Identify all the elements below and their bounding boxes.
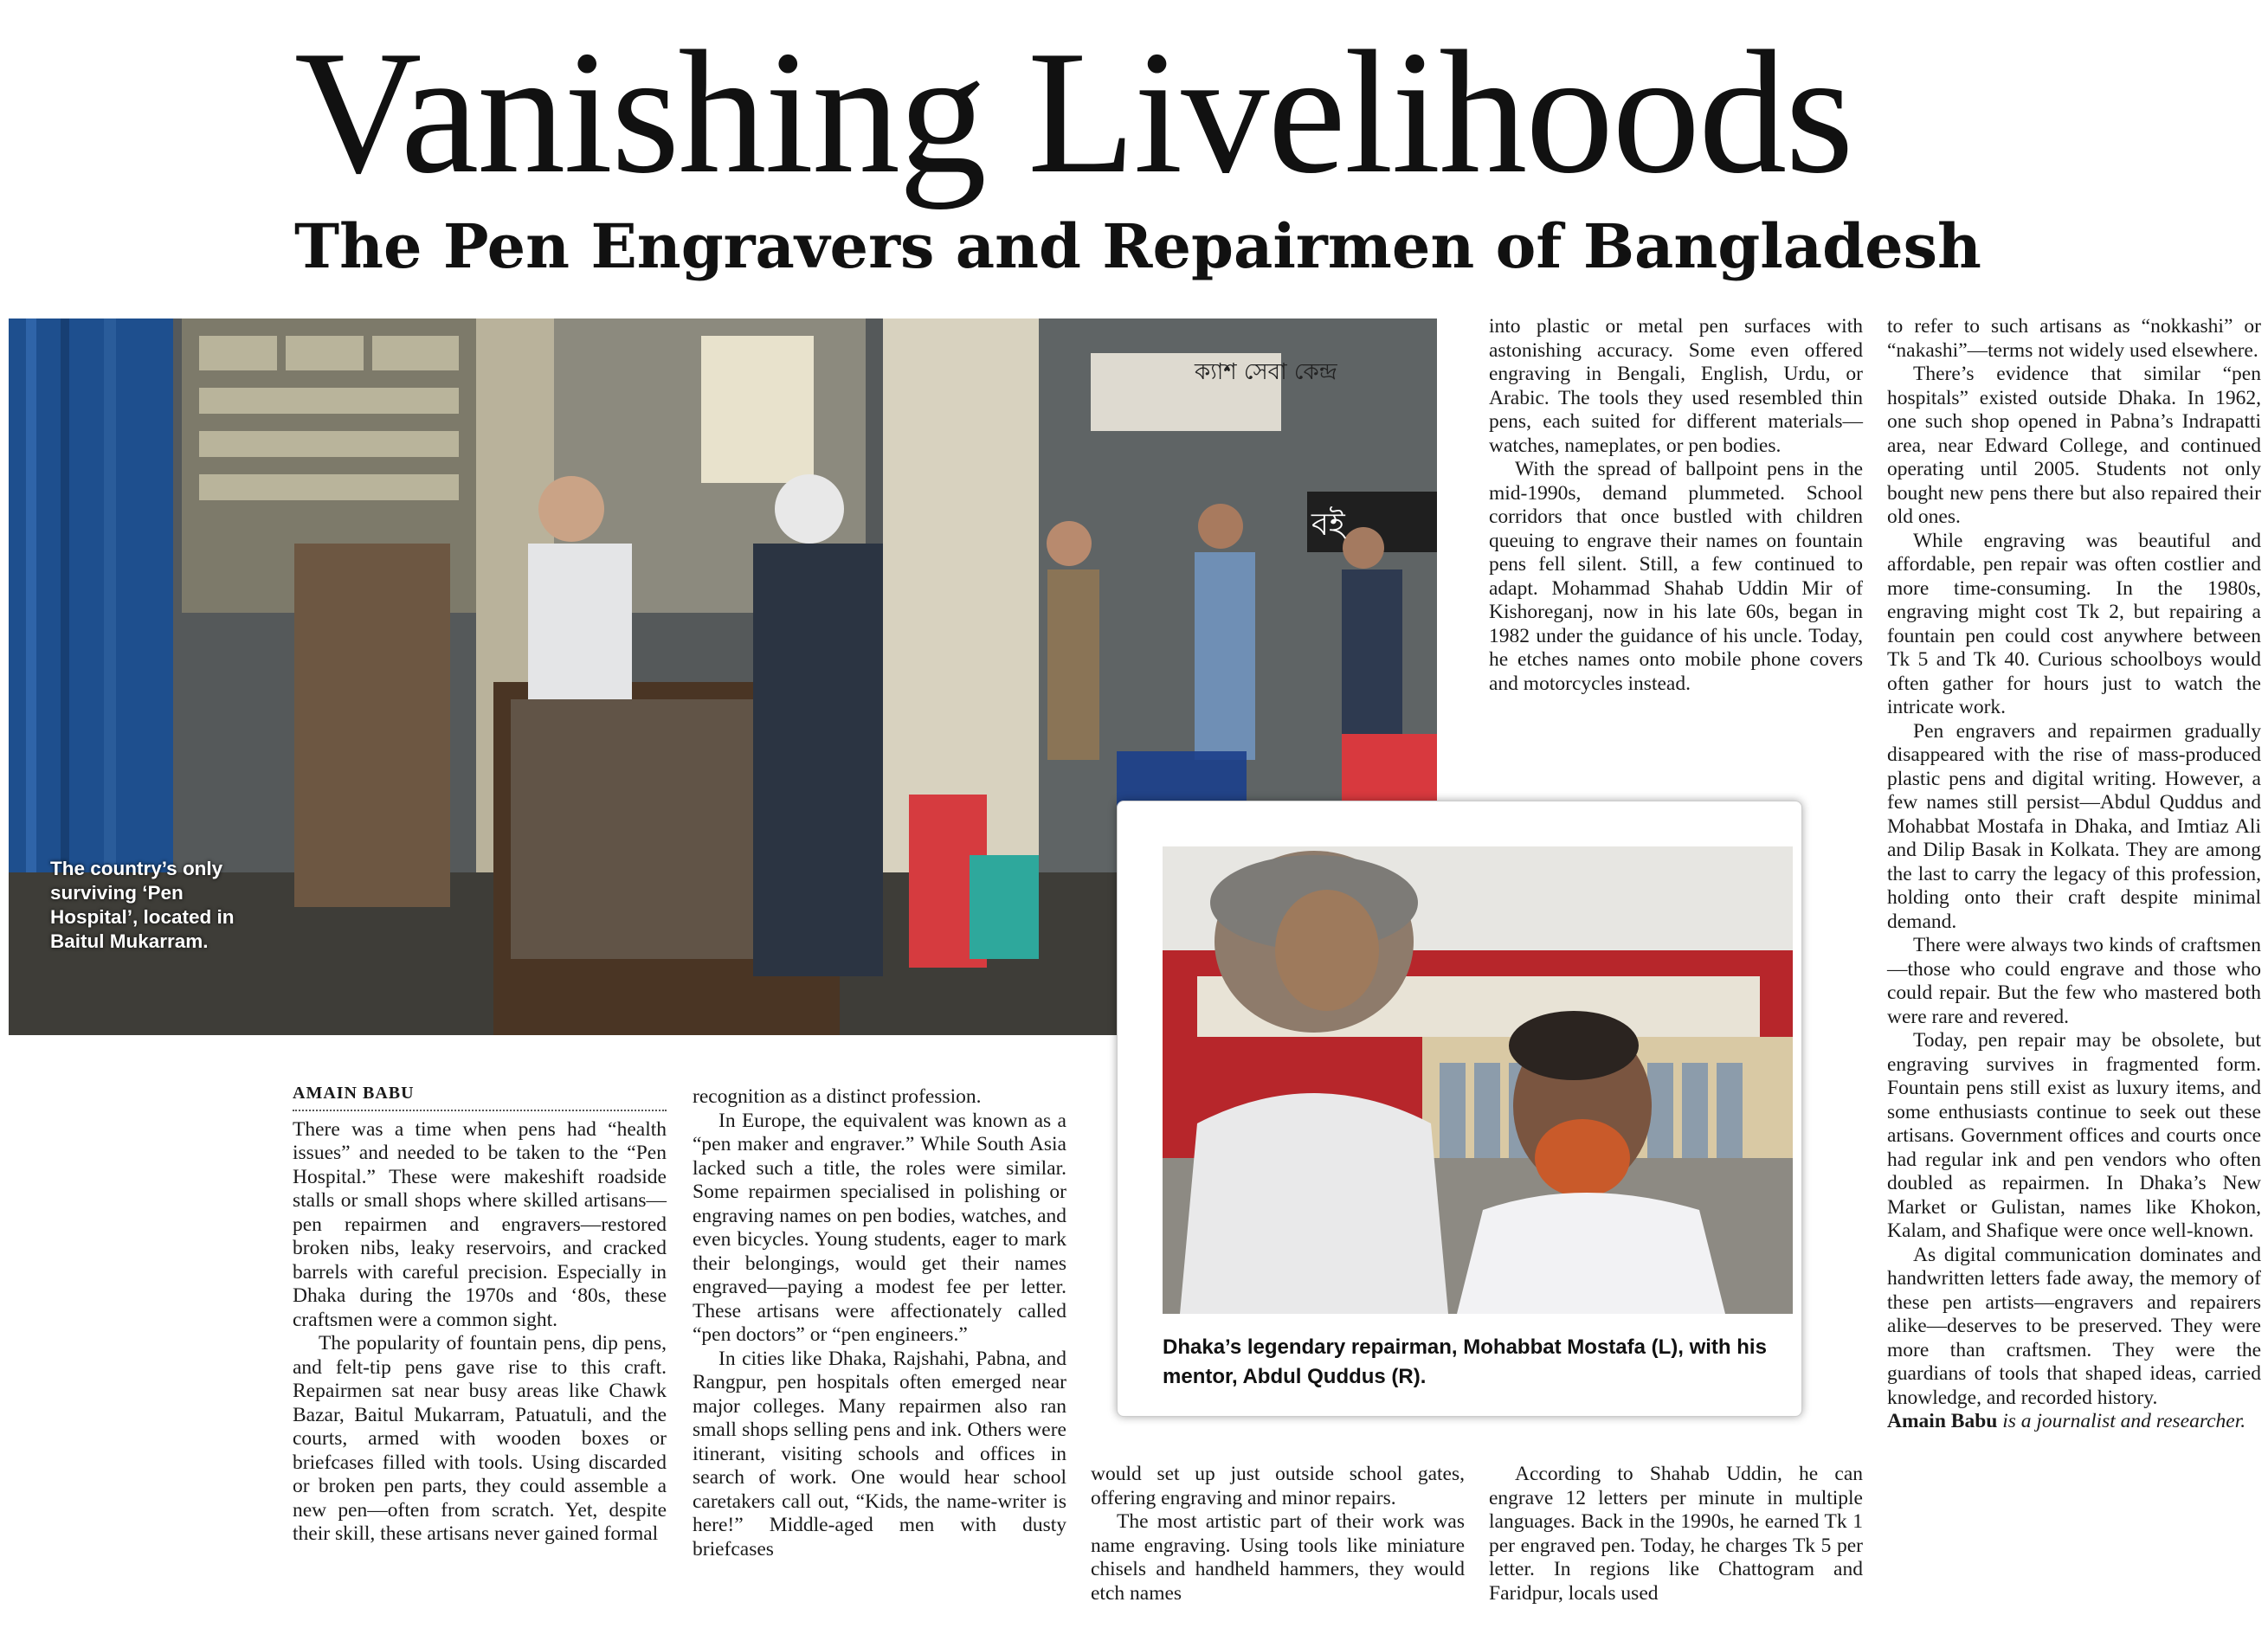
paragraph: According to Shahab Uddin, he can engrave 12 letters per minute in multiple languages. Back in the 1990s, he earned Tk 1 per engraved pen. Today, he charges Tk 5 per letter. In regions like Chattogram and Faridpur, locals used <box>1489 1463 1863 1605</box>
subheadline: The Pen Engravers and Repairmen of Bangladesh <box>294 210 1981 282</box>
headline: Vanishing Livelihoods <box>294 15 1852 210</box>
article-column-4 <box>1489 315 1863 696</box>
paragraph: The most artistic part of their work was name engraving. Using tools like miniature chisels and handheld hammers, they would etch names <box>1091 1510 1465 1605</box>
paragraph: With the spread of ballpoint pens in the mid-1990s, demand plummeted. School corridors that once bustled with children queuing to engrave their names on fountain pens fell silent. Still, a few continued to adapt. Mohammad Shahab Uddin Mir of Kishoreganj, now in his late 60s, began in 1982 under the guidance of his uncle. Today, he etches names onto mobile phone covers and motorcycles instead. <box>1489 458 1863 695</box>
shop-sign-text: ক্যাশ সেবা কেন্দ্র <box>1195 359 1337 385</box>
photo1-caption: The country’s only surviving ‘Pen Hospital’, located in Baitul Mukarram. <box>50 858 235 952</box>
shop-sign-text-2: বই <box>1311 507 1345 543</box>
photo2-caption: Dhaka’s legendary repairman, Mohabbat Mostafa (L), with his mentor, Abdul Quddus (R). <box>1163 1335 1767 1388</box>
paragraph: Today, pen repair may be obsolete, but engraving survives in fragmented form. Fountain pens still exist as luxury items, and some enthusiasts continue to seek out these artisans. Government offices and courts once had regular ink and pen vendors who often doubled as repairmen. In Dhaka’s New Market or Gulistan, names like Khokon, Kalam, and Shafique were once well-known. <box>1887 1029 2261 1242</box>
author-bio-text: is a journalist and researcher. <box>1997 1410 2246 1432</box>
paragraph: into plastic or metal pen surfaces with astonishing accuracy. Some even offered engraving in Bengali, English, Urdu, or Arabic. The tools they used resembled thin pens, each suited for different materials—watches, nameplates, or pen bodies. <box>1489 315 1863 457</box>
article-column-5 <box>1887 315 2261 1434</box>
paragraph: would set up just outside school gates, offering engraving and minor repairs. <box>1091 1463 1465 1509</box>
paragraph: There’s evidence that similar “pen hospitals” existed outside Dhaka. In 1962, one such shop opened in Pabna’s Indrapatti area, near Edward College, and continued operating until 2005. Students not only bought new pens there but also repaired their old ones. <box>1887 363 2261 528</box>
paragraph: As digital communication dominates and handwritten letters fade away, the memory of these pen artists—engravers and repairers alike—deserves to be preserved. They were more than craftsmen. They were the guardians of tools that shaped ideas, carried knowledge, and recorded history. <box>1887 1243 2261 1409</box>
article-column-3 <box>1091 1463 1465 1605</box>
paragraph: recognition as a distinct profession. <box>693 1085 982 1108</box>
paragraph: In Europe, the equivalent was known as a “pen maker and engraver.” While South Asia lacked such a title, the roles were similar. Some repairmen specialised in polishing or engraving names on pen bodies, watches, and even bicycles. Young students, eager to mark their belongings, would get their names engraved—paying a modest fee per letter. These artisans were affectionately called “pen doctors” or “pen engineers.” <box>693 1109 1066 1346</box>
paragraph: The popularity of fountain pens, dip pens, and felt-tip pens gave rise to this craft. Repairmen sat near busy areas like Chawk Bazar, Baitul Mukarram, Patuatuli, and the courts, armed with wooden boxes or briefcases filled with tools. Using discarded or broken pen parts, they could assemble a new pen—often from scratch. Yet, despite their skill, these artisans never gained formal <box>293 1332 667 1545</box>
author-bio <box>1887 1410 2261 1434</box>
paragraph: In cities like Dhaka, Rajshahi, Pabna, and Rangpur, pen hospitals often emerged near major colleges. Many repairmen also ran small shops selling pens and ink. Others were itinerant, visiting schools and offices in search of work. One would hear school caretakers call out, “Kids, the name-writer is here!” Middle-aged men with dusty briefcases <box>693 1347 1066 1560</box>
repairmen-illustration <box>1163 846 1793 1314</box>
article-column-2 <box>693 1085 1066 1561</box>
paragraph: to refer to such artisans as “nokkashi” or “nakashi”—terms not widely used elsewhere. <box>1887 315 2261 362</box>
author-bio-name: Amain Babu <box>1887 1410 1998 1432</box>
paragraph: Pen engravers and repairmen gradually disappeared with the rise of mass-produced plastic pens and digital writing. However, a few names still persist—Abdul Quddus and Mohabbat Mostafa in Dhaka, and Imtiaz Ali and Dilip Basak in Kolkata. They are among the last to carry the legacy of this profession, holding onto their craft despite minimal demand. <box>1887 719 2261 933</box>
paragraph: While engraving was beautiful and affordable, pen repair was often costlier and more time-consuming. In the 1980s, engraving might cost Tk 2, but repairing a fountain pen could cost anywhere between Tk 5 and Tk 40. Curious schoolboys would often gather for hours just to watch the intricate work. <box>1887 529 2261 718</box>
repairmen-photo <box>1163 846 1793 1314</box>
article-column-4-continued <box>1489 1463 1863 1605</box>
paragraph: There were always two kinds of craftsmen—those who could engrave and those who could repair. But the few who mastered both were rare and revered. <box>1887 934 2261 1028</box>
paragraph: There was a time when pens had “health issues” and needed to be taken to the “Pen Hospital.” These were makeshift roadside stalls or small shops where skilled artisans—pen repairmen and engravers—restored broken nibs, leaky reservoirs, and cracked barrels with careful precision. Especially in Dhaka during the 1970s and ‘80s, these craftsmen were a common sight. <box>293 1117 667 1331</box>
byline: AMAIN BABU <box>293 1082 667 1111</box>
article-column-1 <box>293 1082 667 1547</box>
